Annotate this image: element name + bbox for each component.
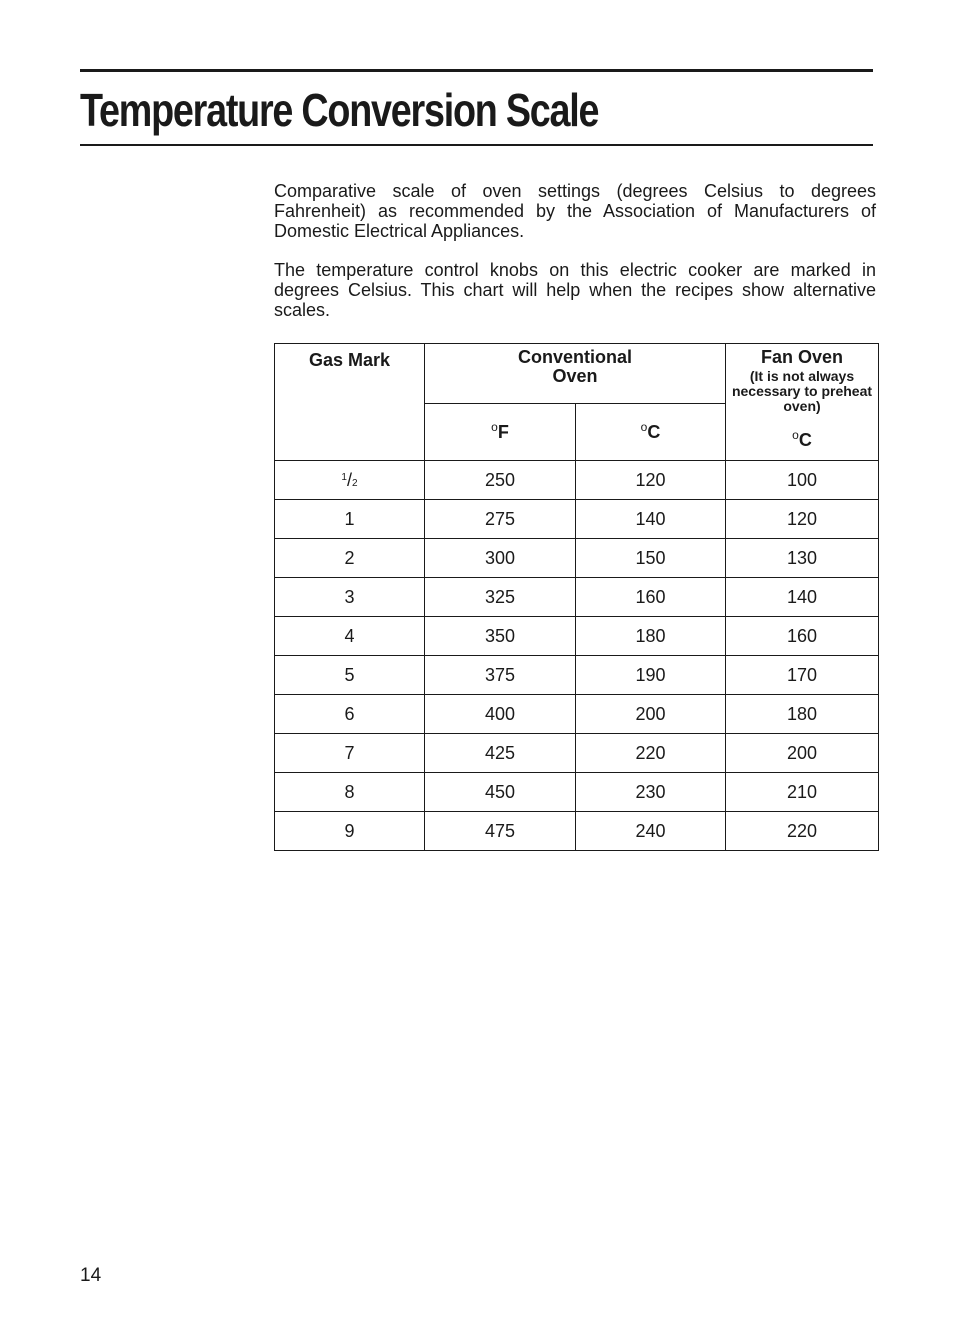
cell-gas [275, 461, 425, 500]
cell-fan: 220 [726, 812, 879, 851]
cell-c: 230 [576, 773, 726, 812]
cell-fan: 210 [726, 773, 879, 812]
unit-c-label: C [798, 430, 812, 450]
table-row [275, 539, 879, 578]
page-number: 14 [80, 1265, 102, 1286]
table-row [275, 461, 879, 500]
cell-gas: 4 [275, 617, 425, 656]
cell-f: 325 [425, 578, 576, 617]
cell-fan: 130 [726, 539, 879, 578]
table-row [275, 617, 879, 656]
table-row [275, 500, 879, 539]
conversion-table [274, 343, 879, 851]
header-unit-f [425, 403, 576, 461]
cell-c: 200 [576, 695, 726, 734]
header-unit-c [576, 403, 726, 461]
table-row [275, 734, 879, 773]
cell-fan: 120 [726, 500, 879, 539]
cell-gas: 5 [275, 656, 425, 695]
cell-c: 160 [576, 578, 726, 617]
intro-paragraph: Comparative scale of oven settings (degrees Celsius to degrees Fahrenheit) as recommended by the Association of Manufacturers of Domestic Electrical Appliances. [274, 181, 876, 241]
table-row [275, 812, 879, 851]
cell-gas: 8 [275, 773, 425, 812]
cell-gas: 1 [275, 500, 425, 539]
table-row [275, 656, 879, 695]
cell-gas: 6 [275, 695, 425, 734]
header-gas-mark: Gas Mark [275, 344, 425, 461]
cell-c: 120 [576, 461, 726, 500]
title-rule-top [80, 69, 873, 72]
cell-fan: 140 [726, 578, 879, 617]
cell-f: 425 [425, 734, 576, 773]
header-fan-unit [726, 426, 878, 450]
cell-fan: 100 [726, 461, 879, 500]
cell-gas: 3 [275, 578, 425, 617]
degree-symbol: o [792, 428, 799, 442]
header-fan-oven [726, 344, 879, 461]
cell-f: 300 [425, 539, 576, 578]
cell-gas: 9 [275, 812, 425, 851]
cell-gas: 7 [275, 734, 425, 773]
cell-c: 190 [576, 656, 726, 695]
unit-c-label: C [647, 422, 661, 443]
header-conventional-label: Conventional Oven [517, 347, 632, 386]
cell-f: 450 [425, 773, 576, 812]
cell-c: 220 [576, 734, 726, 773]
cell-fan: 170 [726, 656, 879, 695]
header-conventional-oven [425, 344, 726, 404]
cell-f: 375 [425, 656, 576, 695]
cell-gas: 2 [275, 539, 425, 578]
header-fan-note: (It is not always necessary to preheat oven) [731, 368, 873, 414]
cell-f: 275 [425, 500, 576, 539]
cell-f: 250 [425, 461, 576, 500]
cell-c: 140 [576, 500, 726, 539]
page-title: Temperature Conversion Scale [80, 84, 599, 136]
cell-fan: 180 [726, 695, 879, 734]
cell-f: 350 [425, 617, 576, 656]
cell-c: 240 [576, 812, 726, 851]
degree-symbol: o [491, 420, 498, 435]
cell-fan: 160 [726, 617, 879, 656]
cell-f: 475 [425, 812, 576, 851]
fraction: $^1$/2 [341, 469, 358, 490]
unit-f-label: F [497, 422, 509, 443]
cell-f: 400 [425, 695, 576, 734]
degree-symbol: o [640, 420, 648, 435]
cell-c: 150 [576, 539, 726, 578]
cell-fan: 200 [726, 734, 879, 773]
table-row [275, 695, 879, 734]
title-rule-bottom [80, 144, 873, 146]
header-fan-label: Fan Oven [760, 347, 844, 367]
cell-c: 180 [576, 617, 726, 656]
knobs-paragraph: The temperature control knobs on this electric cooker are marked in degrees Celsius. This chart will help when the recipes show alternative scales. [274, 260, 876, 320]
table-row [275, 578, 879, 617]
table-row [275, 773, 879, 812]
